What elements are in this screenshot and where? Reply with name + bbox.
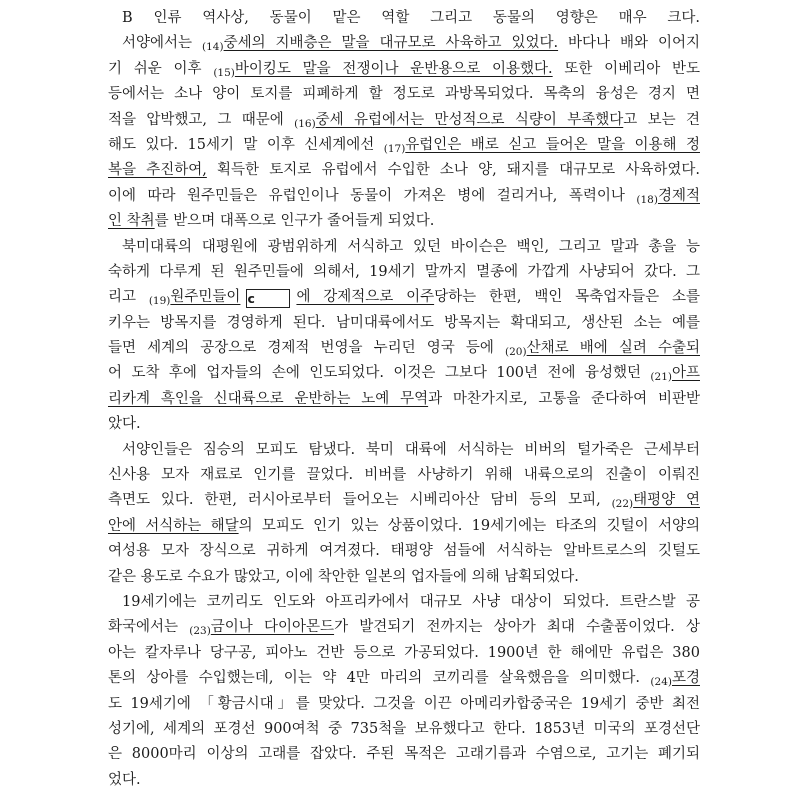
text-line (108, 615, 700, 640)
question-number-20: (20) (505, 346, 527, 359)
text-line: 북미대륙의 대평원에 광범위하게 서식하고 있던 바이슨은 백인, 그리고 말과 총을 능 (122, 238, 700, 255)
underlined-phrase-15[interactable]: 바이킹도 말을 전쟁이나 운반용으로 이용했다. (234, 60, 553, 77)
text-line (108, 133, 700, 158)
question-number-23: (23) (189, 625, 211, 638)
underlined-phrase-14[interactable]: 중세의 지배층은 말을 대규모로 사육하고 있었다. (223, 35, 559, 52)
text-line (108, 514, 700, 539)
text-line: 숙하게 다루게 된 원주민들에 의해서, 19세기 말까지 멸종에 가깝게 사냥되어 갔다. 그 (108, 263, 700, 280)
text-line: 도 19세기에 「황금시대」를 맞았다. 그것을 이끈 아메리카합중국은 19세기 중반 최전 (108, 695, 700, 712)
text-line (108, 209, 700, 234)
question-number-14: (14) (202, 41, 224, 54)
text-line (108, 361, 700, 386)
text-run: 해도 있다. 15세기 말 이후 신세계에선 (108, 136, 384, 153)
question-number-19: (19) (148, 295, 171, 308)
question-number-24: (24) (650, 676, 672, 689)
question-number-18: (18) (636, 193, 658, 206)
text-run: 의 모피도 인기 있는 상품이었다. 19세기에는 타조의 깃털이 서양의 (238, 517, 700, 534)
question-number-17: (17) (383, 142, 406, 155)
text-line (108, 184, 700, 209)
text-run: 들면 세계의 공장으로 경제적 번영을 누리던 영국 등에 (108, 340, 506, 357)
underlined-phrase-18[interactable]: 경제적 (657, 187, 700, 204)
text-run: 가 발견되기 전까지는 상아가 최대 수출품이었다. 상 (334, 619, 700, 636)
text-line (108, 666, 700, 691)
text-run: 고 보는 견 (623, 111, 700, 128)
question-number-15: (15) (213, 66, 235, 79)
text-line (108, 108, 700, 133)
text-line: 등에서는 소나 양이 토지를 피폐하게 할 정도로 과방목되었다. 목축의 융성은 경지 면 (108, 86, 700, 103)
underlined-phrase-22-cont[interactable]: 안에 서식하는 해달 (108, 517, 239, 534)
text-line: 성기에, 세계의 포경선 900여척 중 735척을 보유했다고 한다. 1853년 미국의 포경선단 (108, 720, 700, 737)
text-run: 리고 (108, 289, 149, 306)
text-run: 측면도 있다. 한편, 러시아로부터 들어오는 시베리아산 담비 등의 모피, (108, 492, 612, 509)
question-number-22: (22) (611, 498, 634, 511)
text-run: 에 강제적으로 이주 (296, 289, 435, 306)
text-line (108, 285, 700, 310)
text-line: 았다. (108, 416, 141, 433)
underlined-phrase-21-cont[interactable]: 리카계 흑인을 신대륙으로 운반하는 노예 무역 (108, 390, 429, 407)
text-run: 원주민들이 (170, 289, 241, 306)
text-run: 적을 압박했고, 그 때문에 (108, 111, 295, 128)
text-line: 서양인들은 짐승의 모피도 탐냈다. 북미 대륙에 서식하는 비버의 털가죽은 근세부터 (122, 441, 700, 458)
text-line (108, 336, 700, 361)
text-line (108, 31, 700, 56)
text-run: 획득한 토지로 유럽에서 수입한 소나 양, 돼지를 대규모로 사육하였다. (206, 162, 700, 179)
document-body (108, 6, 700, 793)
text-line: 19세기에는 코끼리도 인도와 아프리카에서 대규모 사냥 대상이 되었다. 트란스발 공 (122, 593, 700, 610)
underlined-phrase-17-cont[interactable]: 복을 추진하여, (108, 162, 207, 179)
text-run: 당하는 한편, 백인 목축업자들은 소를 (434, 289, 701, 306)
text-run: 이에 따라 원주민들은 유럽인이나 동물이 가져온 병에 걸리거나, 폭력이나 (108, 187, 637, 204)
text-run: 과 마찬가지로, 고통을 준다하여 비판받 (428, 390, 701, 407)
question-number-21: (21) (650, 371, 672, 384)
text-line (108, 387, 700, 412)
underlined-phrase-19[interactable] (170, 289, 434, 305)
text-line: 아는 칼자루나 당구공, 피아노 건반 등으로 가공되었다. 1900년 한 해에만 유럽은 380 (108, 644, 700, 661)
text-run: 서양에서는 (122, 35, 202, 52)
text-line: 었다. (108, 771, 141, 788)
text-run: 를 받으며 대폭으로 인구가 줄어들게 되었다. (154, 213, 435, 230)
text-line (108, 57, 700, 82)
underlined-phrase-20[interactable]: 산채로 배에 실려 수출되 (526, 340, 700, 357)
underlined-phrase-21[interactable]: 아프 (671, 365, 700, 382)
text-line (108, 158, 700, 183)
underlined-phrase-24[interactable]: 포경 (671, 670, 700, 687)
text-line: 같은 용도로 수요가 많았고, 이에 착안한 일본의 업자들에 의해 남획되었다. (108, 568, 579, 585)
text-line: 신사용 모자 재료로 인기를 끌었다. 비버를 사냥하기 위해 내륙으로의 진출이 이뤄진 (108, 467, 700, 484)
text-line (108, 488, 700, 513)
question-number-16: (16) (294, 117, 316, 130)
underlined-phrase-23[interactable]: 금이나 다이아몬드 (210, 619, 335, 636)
text-run: 톤의 상아를 수입했는데, 이는 약 4만 마리의 코끼리를 살육했음을 의미했다. (108, 670, 651, 687)
text-line: 키우는 방목지를 경영하게 된다. 남미대륙에서도 방목지는 확대되고, 생산된 소는 예를 (108, 314, 700, 331)
section-heading: B 인류 역사상, 동물이 맡은 역할 그리고 동물의 영향은 매우 크다. (122, 10, 700, 26)
text-line: 여성용 모자 장식으로 귀하게 여겨졌다. 태평양 섬들에 서식하는 알바트로스의 깃털도 (108, 543, 700, 560)
text-run: 화국에서는 (108, 619, 190, 636)
underlined-phrase-18-cont[interactable]: 인 착취 (108, 213, 155, 230)
text-run: 어 도착 후에 업자들의 손에 인도되었다. 이것은 그보다 100년 전에 융성했던 (108, 365, 651, 382)
fill-in-blank-box[interactable]: c (246, 289, 290, 308)
underlined-phrase-16[interactable]: 중세 유럽에서는 만성적으로 식량이 부족했다 (315, 111, 624, 128)
text-run: 기 쉬운 이후 (108, 60, 214, 77)
text-run: 또한 이베리아 반도 (552, 60, 700, 77)
text-line: 은 8000마리 이상의 고래를 잡았다. 주된 목적은 고래기름과 수염으로, 고기는 폐기되 (108, 746, 700, 763)
text-run: 바다나 배와 이어지 (558, 35, 700, 52)
underlined-phrase-22[interactable]: 태평양 연 (633, 492, 700, 509)
underlined-phrase-17[interactable]: 유럽인은 배로 싣고 들어온 말을 이용해 정 (405, 136, 700, 153)
